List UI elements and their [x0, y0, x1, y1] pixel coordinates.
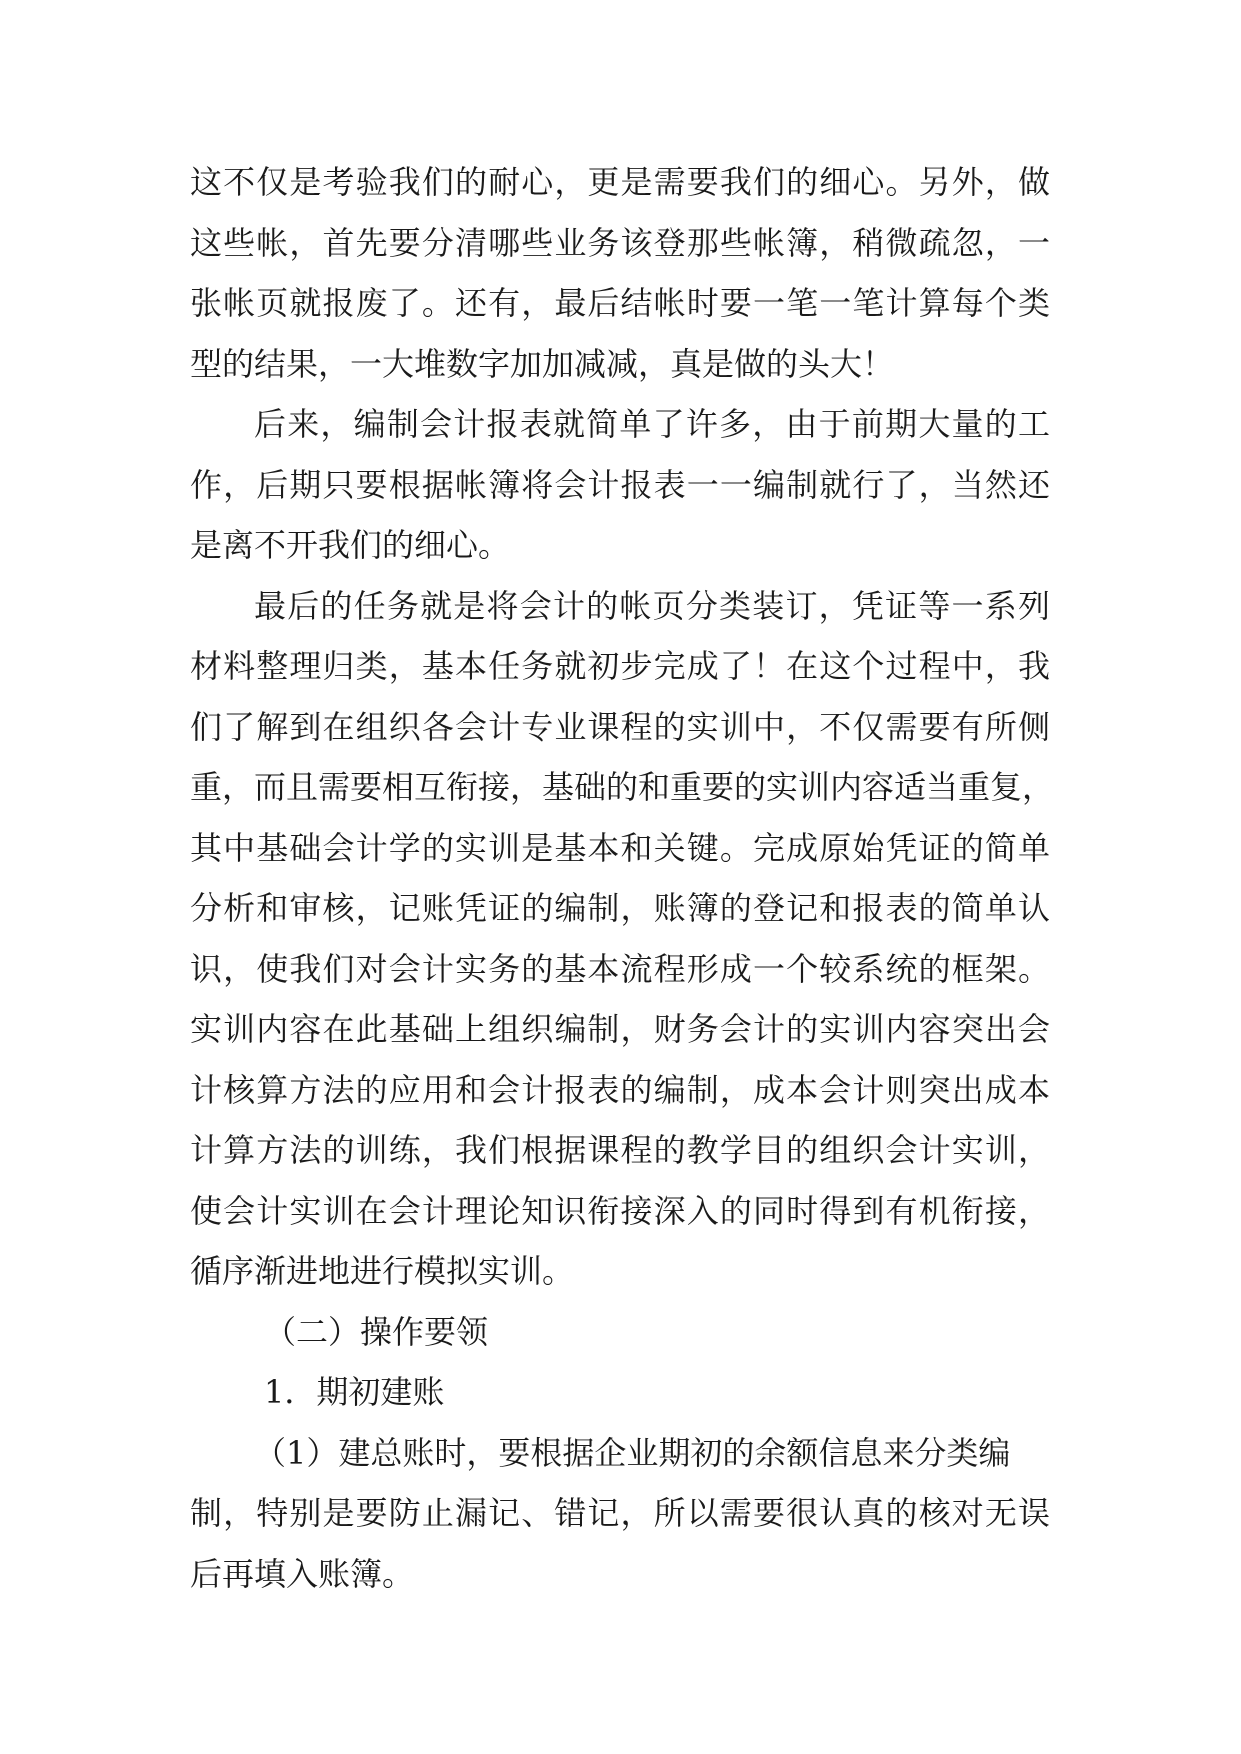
- text-line: 这些帐，首先要分清哪些业务该登那些帐簿，稍微疏忽，一: [190, 223, 1050, 262]
- text-line: 作，后期只要根据帐簿将会计报表一一编制就行了，当然还: [190, 465, 1050, 504]
- text-line: 重，而且需要相互衔接，基础的和重要的实训内容适当重复，: [190, 768, 1055, 806]
- text-line: 是离不开我们的细心。: [190, 526, 511, 564]
- text-line: 后再填入账簿。: [190, 1554, 415, 1593]
- paragraph-start-line: 最后的任务就是将会计的帐页分类装订，凭证等一系列: [254, 586, 1050, 625]
- text-line: 制，特别是要防止漏记、错记，所以需要很认真的核对无误: [190, 1494, 1050, 1532]
- text-line: 材料整理归类，基本任务就初步完成了！在这个过程中，我: [190, 647, 1050, 685]
- text-line: 循序渐进地进行模拟实训。: [190, 1252, 575, 1290]
- paragraph-start-line: （1）建总账时，要根据企业期初的余额信息来分类编: [254, 1433, 1011, 1472]
- document-body: [190, 152, 1055, 1604]
- text-line: 识，使我们对会计实务的基本流程形成一个较系统的框架。: [190, 949, 1050, 988]
- text-line: 实训内容在此基础上组织编制，财务会计的实训内容突出会: [190, 1010, 1050, 1048]
- text-line: 分析和审核，记账凭证的编制，账簿的登记和报表的简单认: [190, 889, 1050, 927]
- subsection-heading: 1．期初建账: [264, 1373, 445, 1411]
- text-line: 们了解到在组织各会计专业课程的实训中，不仅需要有所侧: [190, 707, 1050, 746]
- section-heading: （二）操作要领: [264, 1312, 489, 1351]
- text-line: 其中基础会计学的实训是基本和关键。完成原始凭证的简单: [190, 828, 1050, 867]
- text-line: 计核算方法的应用和会计报表的编制，成本会计则突出成本: [190, 1070, 1050, 1109]
- text-line: 型的结果，一大堆数字加加减减，真是做的头大！: [190, 344, 895, 383]
- text-line: 使会计实训在会计理论知识衔接深入的同时得到有机衔接，: [190, 1191, 1050, 1230]
- text-line: 这不仅是考验我们的耐心，更是需要我们的细心。另外，做: [190, 163, 1050, 201]
- paragraph-start-line: 后来，编制会计报表就简单了许多，由于前期大量的工: [254, 405, 1050, 443]
- text-line: 计算方法的训练，我们根据课程的教学目的组织会计实训，: [190, 1131, 1050, 1169]
- text-line: 张帐页就报废了。还有，最后结帐时要一笔一笔计算每个类: [190, 284, 1050, 322]
